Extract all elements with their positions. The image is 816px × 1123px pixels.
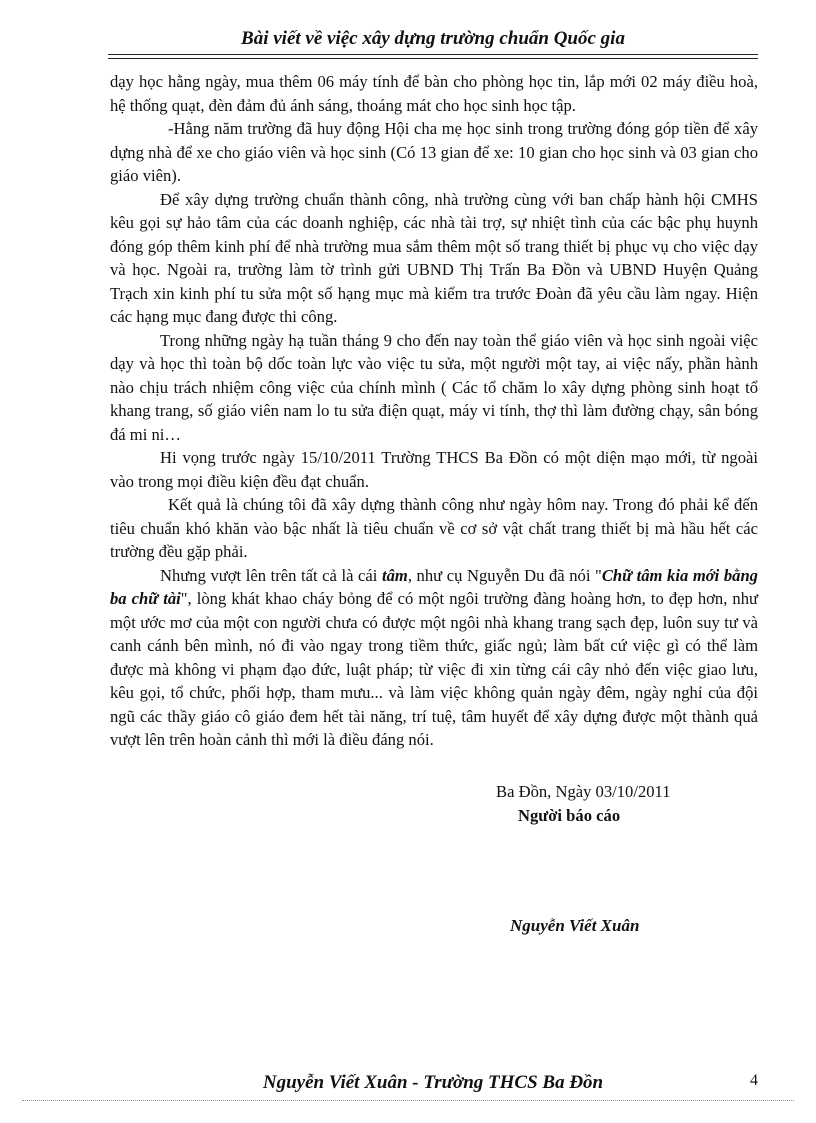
page-number: 4 [750,1072,758,1089]
signature-name: Nguyễn Viết Xuân [510,916,640,935]
place-date: Ba Đồn, Ngày 03/10/2011 [496,782,671,801]
paragraph-2: -Hằng năm trường đã huy động Hội cha mẹ học sinh trong trường đóng góp tiền để xây dựng nhà để xe cho giáo viên và học sinh (Có 13 gian để xe: 10 gian cho học sinh và 03 gian cho giáo viên). [110,119,758,185]
paragraph-7-part-a: Nhưng vượt lên trên tất cả là cái [160,565,382,585]
paragraph-3: Để xây dựng trường chuẩn thành công, nhà trường cùng với ban chấp hành hội CMHS kêu gọi sự hảo tâm của các doanh nghiệp, các nhà tài trợ, sự nhiệt tình của các bậc phụ huynh đóng góp thêm kinh phí để nhà trường mua sắm thêm một số trang thiết bị phục vụ cho việc dạy và học. Ngoài ra, trường làm tờ trình gửi UBND Thị Trấn Ba Đồn và UBND Huyện Quảng Trạch xin kinh phí tu sửa một số hạng mục mà kiểm tra trước Đoàn đã yêu cầu làm ngay. Hiện các hạng mục đang được thi công. [110,189,758,326]
paragraph-7-part-b: , như cụ Nguyễn Du đã nói " [407,565,602,585]
quote-emphasis: Chữ tâm kia mới bằng ba chữ tài [110,565,758,608]
header-rule-thin [108,58,758,59]
paragraph-1: dạy học hằng ngày, mua thêm 06 máy tính để bàn cho phòng học tin, lắp mới 02 máy điều hoà, hệ thống quạt, đèn đảm đủ ánh sáng, thoáng mát cho học sinh học tập. [110,72,758,115]
page-footer-text: Nguyễn Viết Xuân - Trường THCS Ba Đồn [262,1072,604,1093]
signature-role: Người báo cáo [518,806,621,825]
paragraph-6: Kết quả là chúng tôi đã xây dựng thành công như ngày hôm nay. Trong đó phải kể đến tiêu chuẩn khó khăn vào bậc nhất là tiêu chuẩn về cơ sở vật chất trang thiết bị mà hầu hết các trường đều gặp phải. [110,495,758,561]
header-rule [108,54,758,55]
paragraph-7-part-c: ", lòng khát khao cháy bỏng để có một ngôi trường đàng hoàng hơn, to đẹp hơn, như một ước mơ của một con người chưa có được một ngôi nhà khang trang sạch đẹp, luôn suy tư và canh cánh bên mình, nó đi vào ngay trong tiềm thức, giấc ngủ; làm bất cứ việc gì có thể làm được mà không vi phạm đạo đức, luật pháp; từ việc đi xin từng cái cây nhỏ đến việc giao lưu, kêu gọi, tổ chức, phối hợp, tham mưu... và làm việc không quản ngày đêm, ngày nghỉ của đội ngũ các thầy giáo cô giáo đem hết tài năng, trí tuệ, tâm huyết để xây dựng được một thành quả vượt lên trên hoàn cảnh thì mới là điều đáng nói. [110,589,759,749]
paragraph-5: Hi vọng trước ngày 15/10/2011 Trường THCS Ba Đồn có một diện mạo mới, từ ngoài vào trong mọi điều kiện đều đạt chuẩn. [110,448,758,491]
page-header-title: Bài viết về việc xây dựng trường chuẩn Quốc gia [241,28,625,49]
signature-block [496,780,671,828]
paragraph-7 [110,564,758,752]
emphasis-tam: tâm [381,565,408,585]
paragraph-4: Trong những ngày hạ tuần tháng 9 cho đến nay toàn thể giáo viên và học sinh ngoài việc dạy và học thì toàn bộ dốc toàn lực vào việc tu sửa, một người một tay, ai việc nấy, phần hành nào chịu trách nhiệm công việc của chính mình ( Các tổ chăm lo xây dựng phòng sinh hoạt tổ khang trang, số giáo viên nam lo tu sửa điện quạt, máy vi tính, thợ thì làm đường chạy, sân bóng đá mi ni… [110,330,758,444]
document-body [110,70,758,752]
footer-rule [22,1100,794,1101]
